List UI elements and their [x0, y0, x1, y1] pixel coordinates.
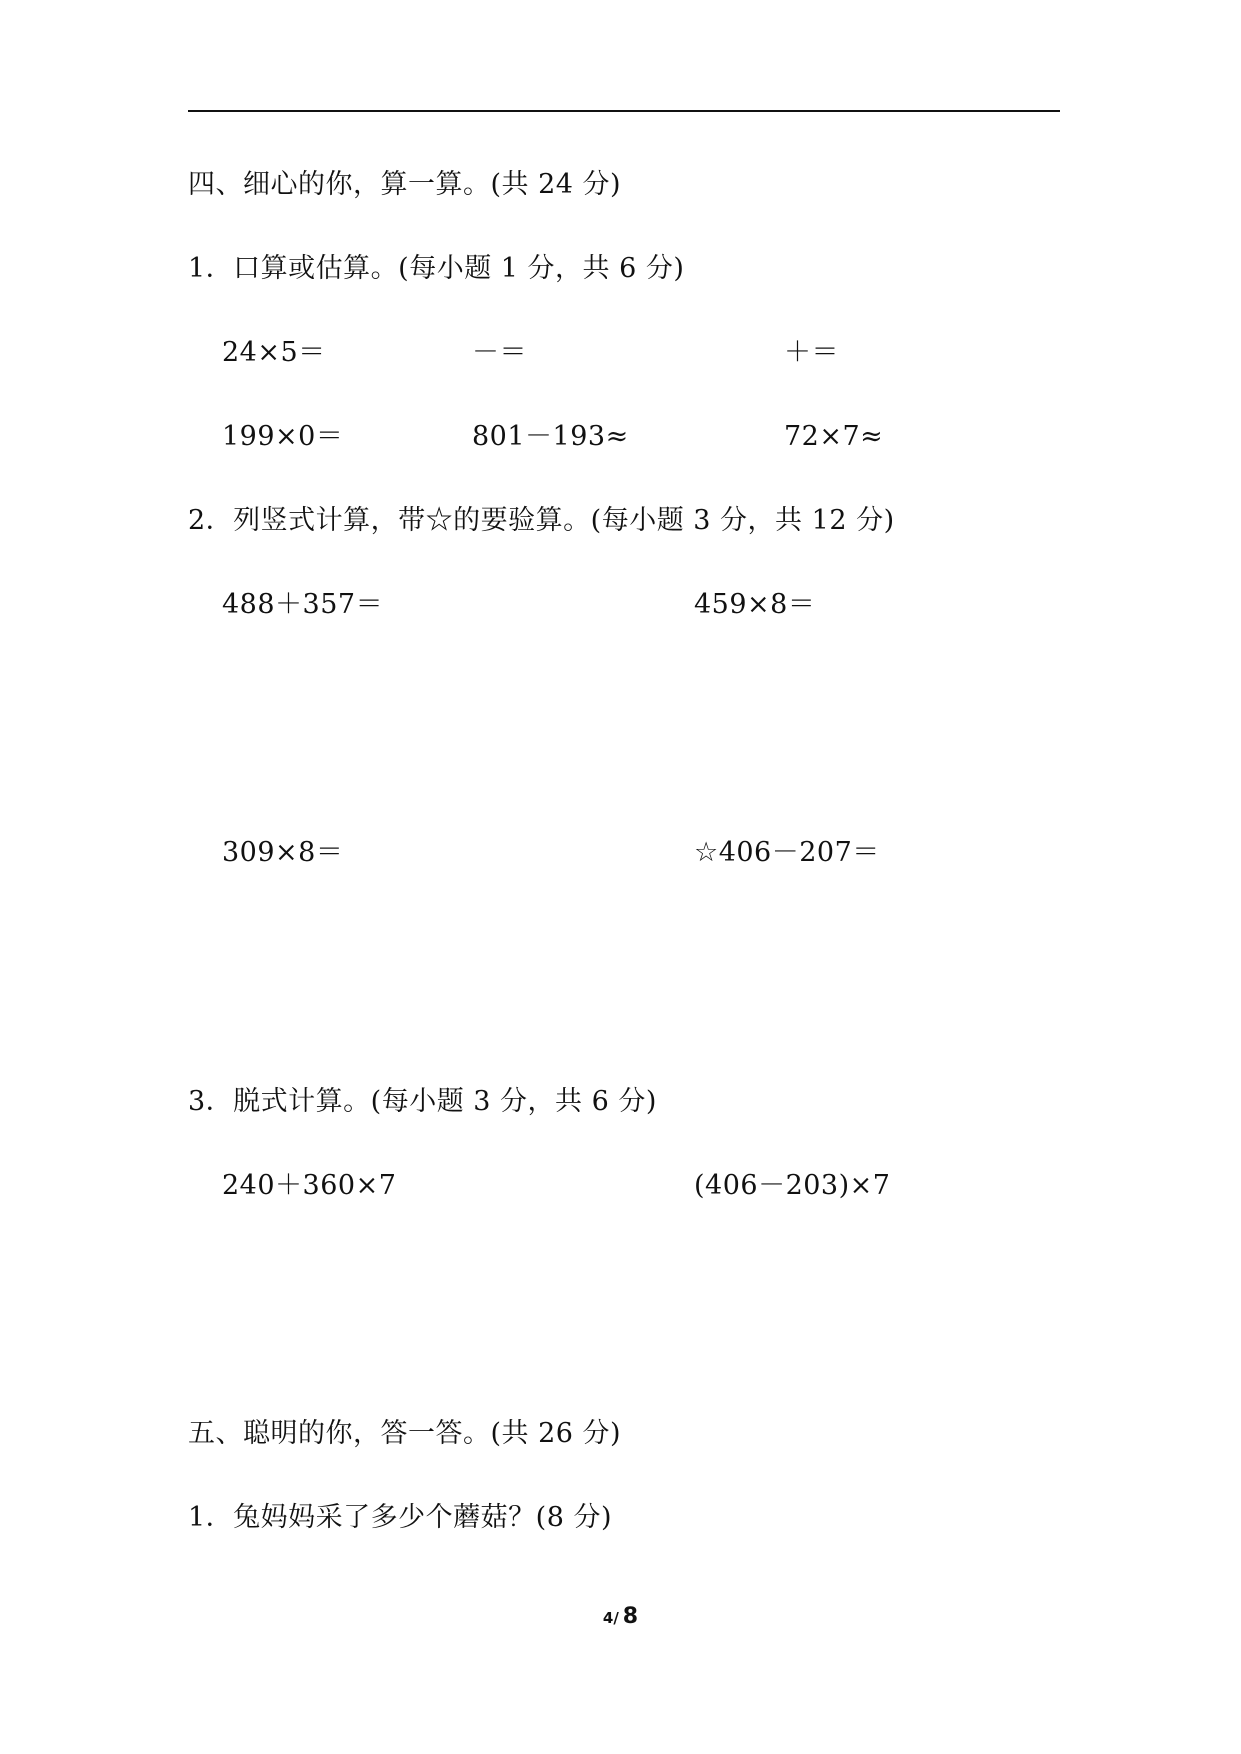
q1-item-5: 801－193≈ [472, 421, 629, 452]
q1-item-2: －＝ [472, 337, 527, 368]
q2-title: 2．列竖式计算，带☆的要验算。(每小题 3 分，共 12 分) [188, 505, 895, 536]
q1-item-1: 24×5＝ [222, 337, 326, 368]
q2-item-2: 459×8＝ [694, 589, 816, 620]
current-page: 4 [602, 1609, 614, 1627]
section-4-heading: 四、细心的你，算一算。(共 24 分) [188, 169, 622, 200]
q3-item-2: (406－203)×7 [694, 1170, 891, 1201]
q3-title: 3．脱式计算。(每小题 3 分，共 6 分) [188, 1086, 657, 1117]
q2-item-1: 488＋357＝ [222, 589, 384, 620]
total-pages: 8 [622, 1604, 639, 1629]
section-5-heading: 五、聪明的你，答一答。(共 26 分) [188, 1418, 622, 1449]
q1-item-6: 72×7≈ [784, 421, 884, 452]
s5-q1-title: 1．兔妈妈采了多少个蘑菇？(8 分) [188, 1502, 613, 1533]
q1-title: 1．口算或估算。(每小题 1 分，共 6 分) [188, 253, 685, 284]
q1-item-3: ＋＝ [784, 337, 839, 368]
q1-item-4: 199×0＝ [222, 421, 344, 452]
q2-item-4: ☆406－207＝ [694, 837, 880, 868]
header-rule [188, 110, 1060, 112]
q3-item-1: 240＋360×7 [222, 1170, 397, 1201]
q2-item-3: 309×8＝ [222, 837, 344, 868]
page-number [0, 1604, 1241, 1629]
page-separator: / [613, 1609, 619, 1627]
